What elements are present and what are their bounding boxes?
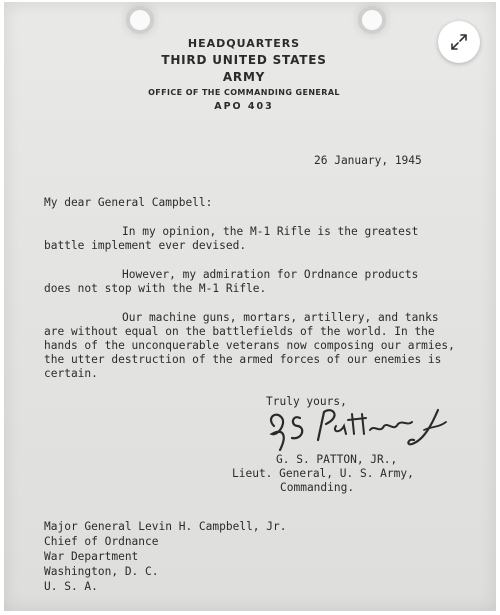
- paragraph-3-line-4: the utter destruction of the armed forces of our enemies is: [44, 353, 442, 366]
- expand-icon: [449, 32, 469, 52]
- letterhead-line1: HEADQUARTERS: [187, 37, 301, 50]
- letterhead-line3: OFFICE OF THE COMMANDING GENERAL: [148, 88, 340, 97]
- letterhead-line4: APO 403: [214, 101, 274, 112]
- letterhead: [144, 36, 344, 114]
- addressee-line-5: U. S. A.: [44, 580, 98, 593]
- paragraph-3-line-1: Our machine guns, mortars, artillery, and tanks: [122, 311, 439, 324]
- addressee-line-4: Washington, D. C.: [44, 565, 159, 578]
- paragraph-1-line-1: In my opinion, the M-1 Rifle is the greatest: [122, 225, 419, 238]
- salutation: My dear General Campbell:: [44, 196, 213, 209]
- paragraph-3-line-3: hands of the unconquerable veterans now composing our armies,: [44, 339, 455, 352]
- punch-hole-left: [130, 10, 150, 30]
- signature-title: Commanding.: [280, 481, 355, 494]
- signature-name: G. S. PATTON, JR.,: [276, 453, 398, 466]
- paragraph-3-line-2: are without equal on the battlefields of the world. In the: [44, 325, 435, 338]
- addressee-line-3: War Department: [44, 550, 139, 563]
- paragraph-2-line-2: does not stop with the M-1 Rifle.: [44, 282, 267, 295]
- letter-document: [4, 2, 496, 611]
- expand-button[interactable]: [438, 21, 480, 63]
- addressee-line-1: Major General Levin H. Campbell, Jr.: [44, 520, 287, 533]
- addressee-line-2: Chief of Ordnance: [44, 535, 159, 548]
- paragraph-2-line-1: However, my admiration for Ordnance products: [122, 268, 419, 281]
- signature-rank: Lieut. General, U. S. Army,: [232, 467, 414, 480]
- paragraph-1-line-2: battle implement ever devised.: [44, 239, 247, 252]
- closing: Truly yours,: [266, 395, 347, 408]
- handwritten-signature: [262, 404, 452, 454]
- paragraph-3-line-5: certain.: [44, 367, 98, 380]
- letter-date: 26 January, 1945: [314, 154, 422, 167]
- punch-hole-right: [362, 10, 382, 30]
- letterhead-line2: THIRD UNITED STATES ARMY: [161, 53, 327, 84]
